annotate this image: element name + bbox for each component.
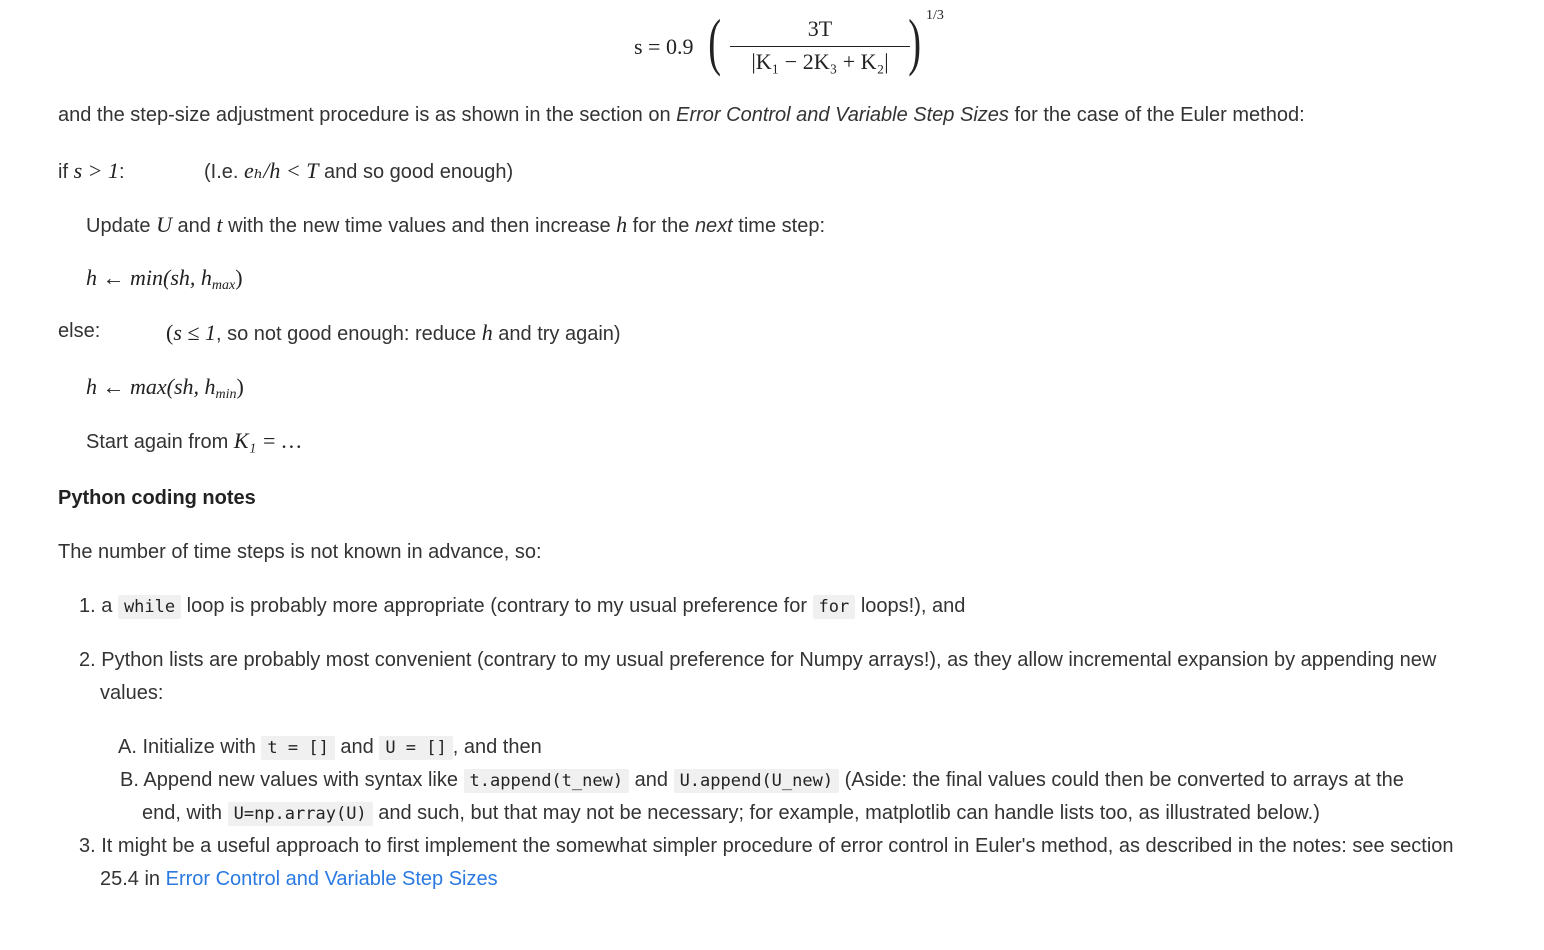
item3-line1: It might be a useful approach to first implement the somewhat simpler procedure of error control in Euler's method, as described in the notes: see section — [101, 835, 1454, 857]
sublist-marker: B. — [120, 769, 139, 791]
sublist-item-b-cont — [142, 802, 1320, 825]
intro-text: and the step-size adjustment procedure is as shown in the section on — [58, 104, 677, 126]
subA-post: , and then — [452, 736, 542, 758]
subA-mid: and — [334, 736, 380, 758]
h-max-lhs: h ← max(sh, h — [86, 374, 216, 399]
else-paren: ( — [166, 320, 174, 345]
item1-mid: loop is probably more appropriate (contrary to my usual preference for — [181, 595, 813, 617]
intro-paragraph — [58, 104, 1305, 127]
list-item-3 — [79, 835, 1454, 858]
item1-post: loops!), and — [855, 595, 966, 617]
code-t-init: t = [] — [261, 736, 334, 760]
start-again-line — [86, 428, 302, 454]
intro-text-end: for the case of the Euler method: — [1008, 104, 1305, 126]
code-U-append: U.append(U_new) — [674, 769, 840, 793]
math-t: t — [216, 212, 223, 237]
code-U-init: U = [] — [379, 736, 452, 760]
update-text-5: time step: — [732, 215, 826, 237]
fraction-bar — [730, 46, 910, 47]
update-text-2: and — [171, 215, 217, 237]
error-control-link[interactable]: Error Control and Variable Step Sizes — [165, 868, 498, 890]
formula-exponent: 1/3 — [926, 8, 944, 23]
formula-numerator: 3T — [807, 16, 833, 41]
if-colon: : — [118, 161, 125, 183]
subA-pre: Initialize with — [136, 736, 262, 758]
item3-line2-pre: 25.4 in — [100, 868, 166, 890]
update-text-4: for the — [627, 215, 695, 237]
start-again-math: K₁ = … — [233, 428, 302, 453]
else-comment — [166, 320, 621, 346]
sublist-marker: A. — [118, 736, 137, 758]
if-comment-pre: (I.e. — [204, 161, 245, 183]
h-min-lhs: h ← min(sh, h — [86, 265, 212, 290]
code-while: while — [118, 595, 181, 619]
list-number: 1. — [79, 595, 96, 617]
steps-intro: The number of time steps is not known in advance, so: — [58, 541, 542, 563]
list-item-2-cont: values: — [100, 682, 164, 704]
else-text-end: and try again) — [492, 323, 621, 345]
subB-mid: and — [629, 769, 674, 791]
h-min-sub: max — [211, 278, 236, 293]
code-for: for — [813, 595, 856, 619]
step-size-formula — [634, 6, 964, 82]
h-min-equation — [86, 265, 243, 294]
list-item-1 — [79, 595, 965, 618]
section-heading: Python coding notes — [58, 487, 256, 509]
else-math-h: h — [481, 320, 493, 345]
update-text-3: with the new time values and then increase — [222, 215, 617, 237]
math-U: U — [156, 212, 172, 237]
list-number: 2. — [79, 649, 96, 671]
sublist-item-b — [120, 769, 1404, 792]
update-line — [86, 212, 825, 238]
list-item-3-cont — [100, 868, 498, 891]
code-np-array: U=np.array(U) — [228, 802, 373, 826]
formula-lhs: s = 0.9 — [634, 34, 694, 59]
h-max-sub: min — [215, 387, 237, 402]
subB-pre: Append new values with syntax like — [138, 769, 464, 791]
update-text: Update — [86, 215, 157, 237]
h-min-end: ) — [235, 265, 243, 290]
right-paren: ) — [908, 6, 922, 77]
update-emphasis: next — [694, 215, 733, 237]
math-h: h — [616, 212, 628, 237]
else-keyword: else: — [58, 320, 101, 342]
if-comment — [204, 158, 513, 184]
if-condition: s > 1 — [73, 158, 119, 183]
subB-line2-pre: end, with — [142, 802, 228, 824]
h-max-equation — [86, 374, 244, 403]
subB-post: (Aside: the final values could then be converted to arrays at the — [839, 769, 1404, 791]
code-t-append: t.append(t_new) — [464, 769, 630, 793]
if-keyword: if — [58, 161, 68, 183]
item1-pre: a — [95, 595, 118, 617]
intro-emphasis: Error Control and Variable Step Sizes — [676, 104, 1009, 126]
formula-denominator: |K₁ − 2K₃ + K₂| — [751, 49, 889, 74]
item2-line1: Python lists are probably most convenient (contrary to my usual preference for Numpy arrays!), as they allow incremental expansion by appending new — [101, 649, 1437, 671]
h-max-end: ) — [236, 374, 244, 399]
else-text: , so not good enough: reduce — [215, 323, 482, 345]
start-again-text: Start again from — [86, 431, 234, 453]
if-comment-post: and so good enough) — [318, 161, 514, 183]
if-comment-math: eₕ/h < T — [244, 158, 319, 183]
left-paren: ( — [708, 6, 722, 77]
list-item-2 — [79, 649, 1436, 672]
if-line — [58, 158, 125, 184]
sublist-item-a — [118, 736, 542, 759]
else-math: s ≤ 1 — [173, 320, 216, 345]
list-number: 3. — [79, 835, 96, 857]
subB-line2-post: and such, but that may not be necessary; for example, matplotlib can handle lists too, as illustrated below.) — [372, 802, 1320, 824]
